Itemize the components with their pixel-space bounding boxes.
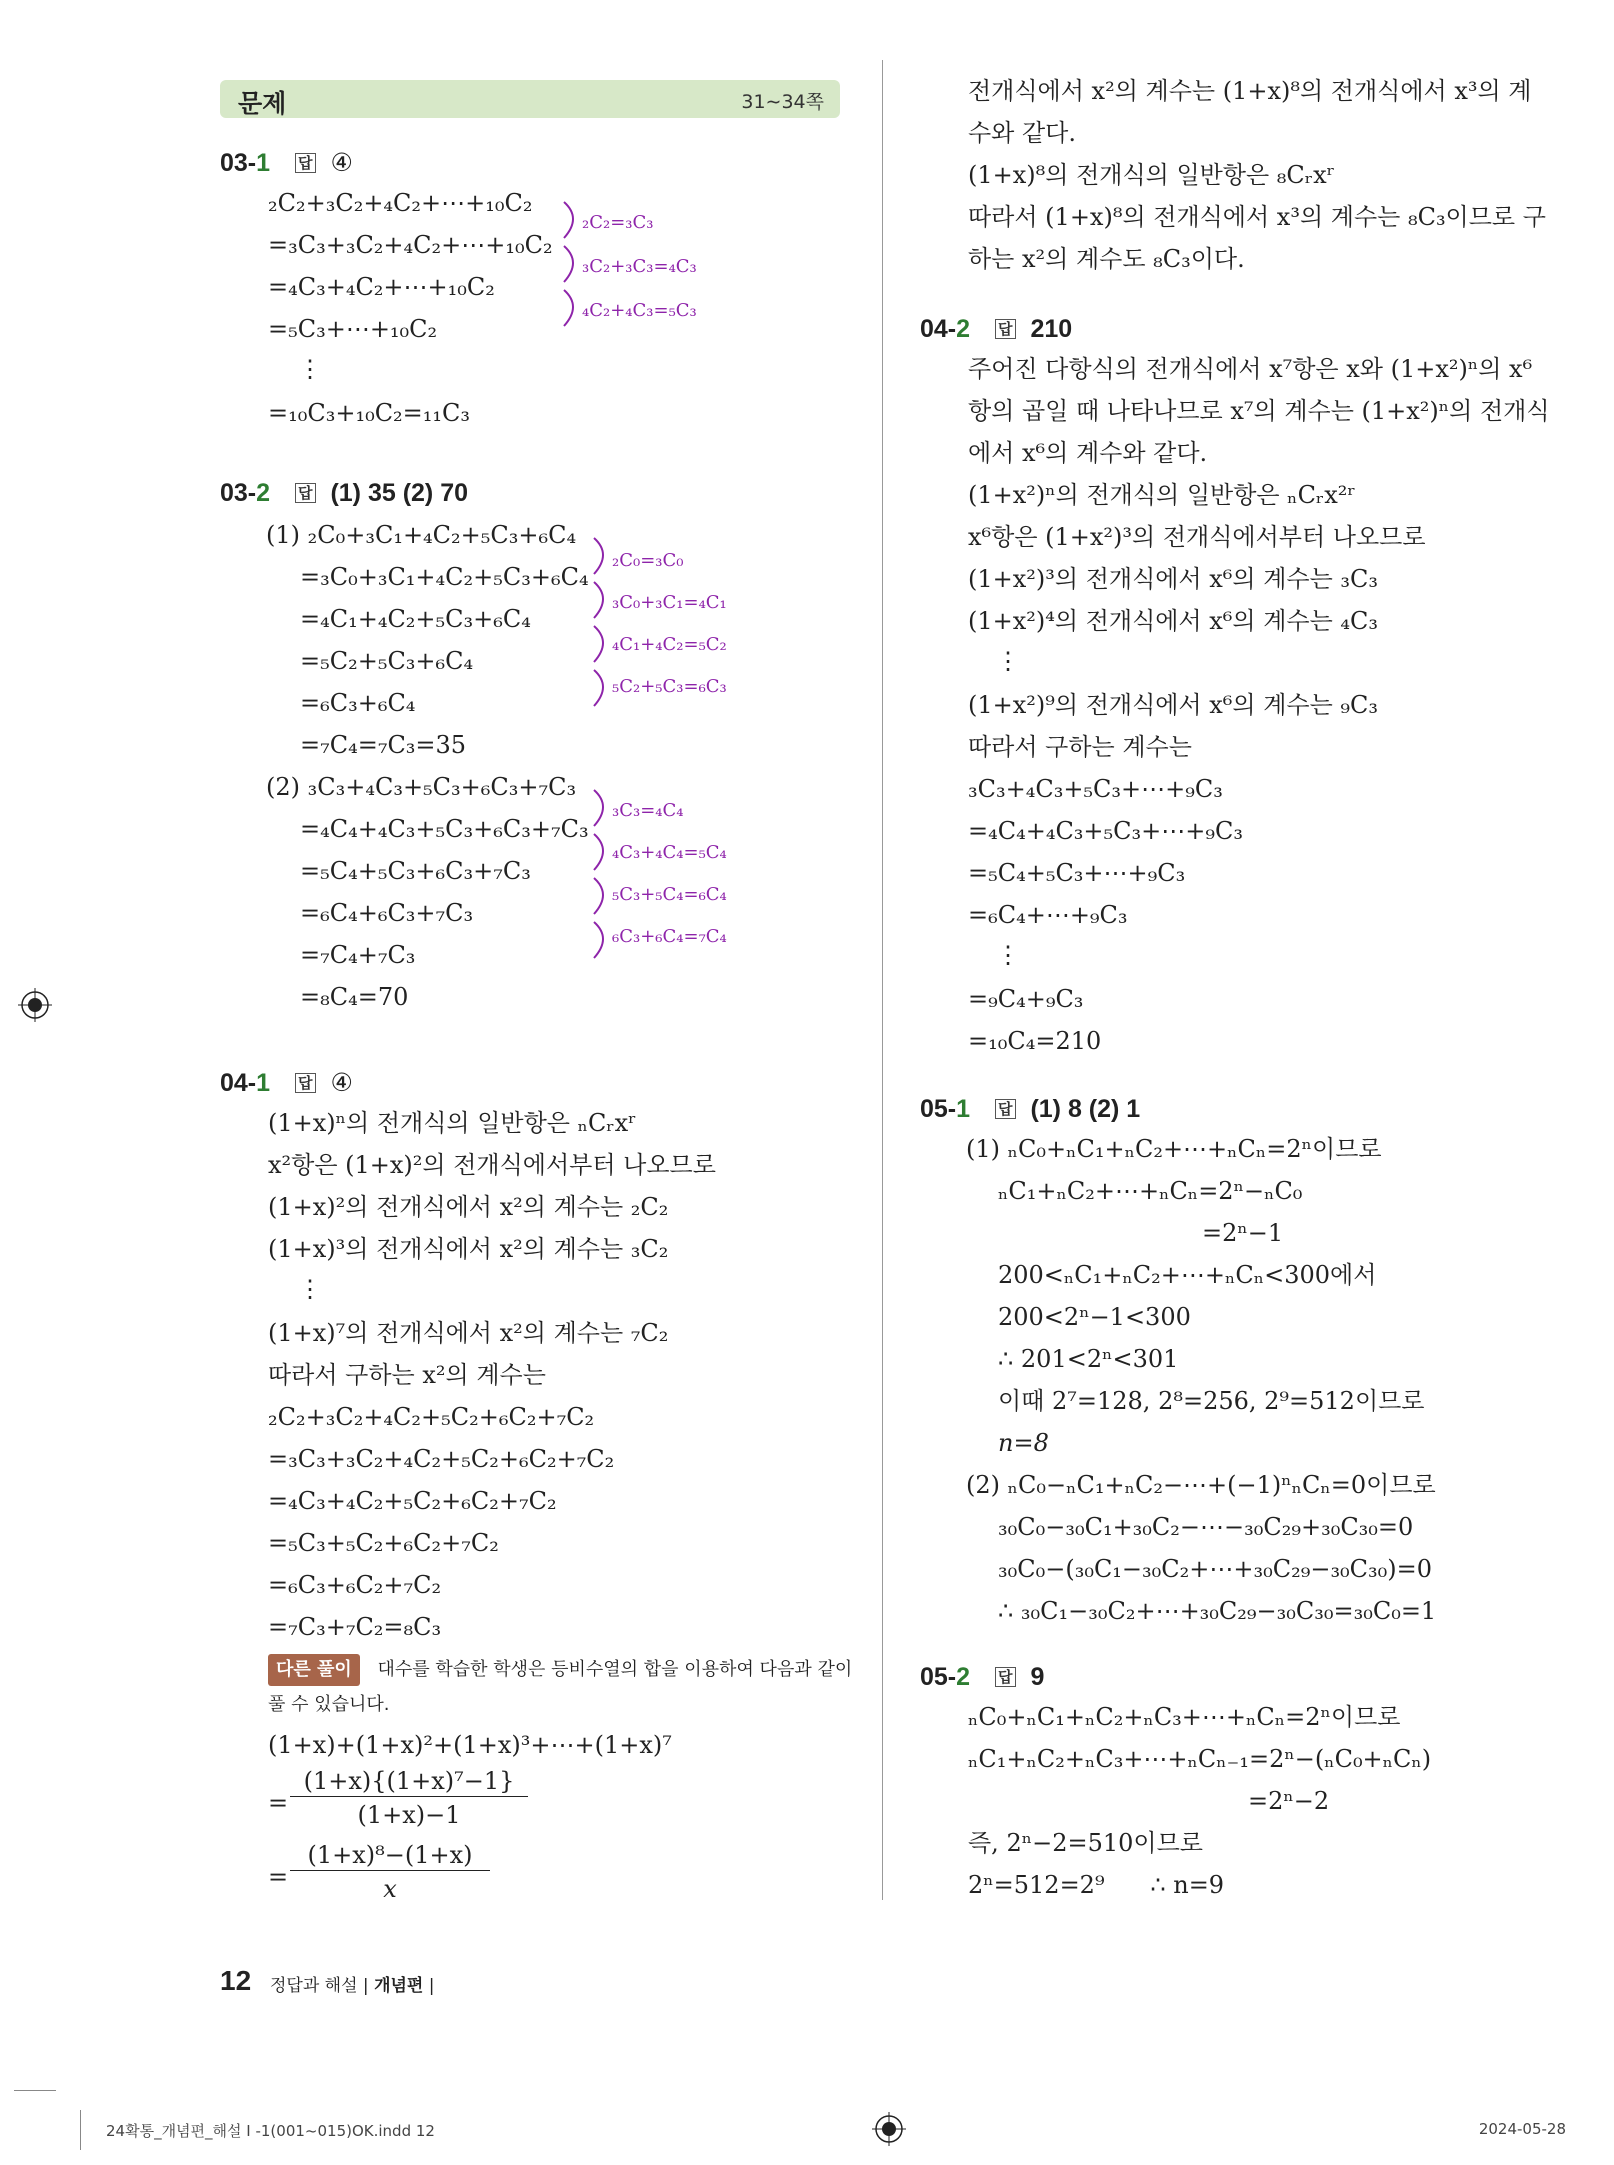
math-line: =₁₀C₄=210 xyxy=(968,1027,1102,1055)
math-line: =2ⁿ−2 xyxy=(1248,1787,1330,1815)
answer-tag: 답 xyxy=(295,1073,316,1093)
alt-solution-text: 대수를 학습한 학생은 등비수열의 합을 이용하여 다음과 같이 xyxy=(377,1659,853,1680)
math-line: 2ⁿ=512=2⁹ ∴ n=9 xyxy=(968,1871,1225,1899)
math-line: =₅C₄+₅C₃+₆C₃+₇C₃ xyxy=(300,857,531,885)
math-line: ₙC₁+ₙC₂+ₙC₃+⋯+ₙCₙ₋₁=2ⁿ−(ₙC₀+ₙCₙ) xyxy=(968,1745,1432,1773)
math-line: =₆C₄+₆C₃+₇C₃ xyxy=(300,899,474,927)
math-line: (2) ₙC₀−ₙC₁+ₙC₂−⋯+(−1)ⁿₙCₙ=0이므로 xyxy=(966,1471,1436,1499)
math-line: n=8 xyxy=(998,1429,1049,1457)
math-line: =₅C₃+⋯+₁₀C₂ xyxy=(268,315,438,343)
section-header xyxy=(220,80,840,118)
alt-solution-tag: 다른 풀이 xyxy=(268,1654,360,1686)
brace-arrows xyxy=(590,788,614,964)
text-line: (1+x)⁷의 전개식에서 x²의 계수는 ₇C₂ xyxy=(268,1319,669,1347)
math-line: ₙC₁+ₙC₂+⋯+ₙCₙ=2ⁿ−ₙC₀ xyxy=(998,1177,1303,1205)
math-line: ₃C₃+₄C₃+₅C₃+⋯+₉C₃ xyxy=(968,775,1223,803)
answer-value: (1) 35 (2) 70 xyxy=(330,479,469,507)
math-line: =₇C₄=₇C₃=35 xyxy=(300,731,467,759)
answer-tag: 답 xyxy=(995,1667,1016,1687)
math-line: ₂C₂+₃C₂+₄C₂+₅C₂+₆C₂+₇C₂ xyxy=(268,1403,595,1431)
math-line: =₁₀C₃+₁₀C₂=₁₁C₃ xyxy=(268,399,471,427)
file-slug: 24확통_개념편_해설 I -1(001~015)OK.indd 12 xyxy=(106,2122,435,2140)
math-line: (2) ₃C₃+₄C₃+₅C₃+₆C₃+₇C₃ xyxy=(266,773,577,801)
math-line: =2ⁿ−1 xyxy=(1202,1219,1284,1247)
text-line: x²항은 (1+x)²의 전개식에서부터 나오므로 xyxy=(268,1151,716,1179)
text-line: 항의 곱일 때 나타나므로 x⁷의 계수는 (1+x²)ⁿ의 전개식 xyxy=(968,397,1550,425)
text-line: 따라서 (1+x)⁸의 전개식에서 x³의 계수는 ₈C₃이므로 구 xyxy=(968,203,1546,231)
annotation-note: ₂C₂=₃C₃ xyxy=(582,212,654,233)
brace-arrows xyxy=(590,536,614,712)
math-line: =₈C₄=70 xyxy=(300,983,409,1011)
answer-tag: 답 xyxy=(995,319,1016,339)
text-line: (1+x)³의 전개식에서 x²의 계수는 ₃C₂ xyxy=(268,1235,669,1263)
alt-solution-intro xyxy=(268,1652,852,1686)
fraction-denominator: (1+x)−1 xyxy=(357,1801,461,1829)
annotation-note: ₃C₃=₄C₄ xyxy=(612,800,684,821)
problem-id-05-2: 05-2 답 9 xyxy=(920,1663,1045,1691)
column-divider xyxy=(882,60,883,1900)
math-line: 이때 2⁷=128, 2⁸=256, 2⁹=512이므로 xyxy=(998,1387,1425,1415)
math-line: (1) ₂C₀+₃C₁+₄C₂+₅C₃+₆C₄ xyxy=(266,521,577,549)
math-line: ₃₀C₀−(₃₀C₁−₃₀C₂+⋯+₃₀C₂₉−₃₀C₃₀)=0 xyxy=(998,1555,1433,1583)
answer-value: (1) 8 (2) 1 xyxy=(1030,1095,1141,1123)
trim-mark xyxy=(14,2090,56,2091)
math-line: =₆C₄+⋯+₉C₃ xyxy=(968,901,1128,929)
problem-id-05-1: 05-1 답 (1) 8 (2) 1 xyxy=(920,1095,1141,1123)
annotation-note: ₆C₃+₆C₄=₇C₄ xyxy=(612,926,727,947)
math-line: =₅C₄+₅C₃+⋯+₉C₃ xyxy=(968,859,1186,887)
answer-tag: 답 xyxy=(295,153,316,173)
annotation-note: ₄C₁+₄C₂=₅C₂ xyxy=(612,634,727,655)
problem-id-04-2: 04-2 답 210 xyxy=(920,315,1073,343)
fraction-numerator: (1+x)⁸−(1+x) xyxy=(290,1840,490,1871)
math-line: ₂C₂+₃C₂+₄C₂+⋯+₁₀C₂ xyxy=(268,189,533,217)
math-line: =₃C₀+₃C₁+₄C₂+₅C₃+₆C₄ xyxy=(300,563,589,591)
math-line: (1+x)+(1+x)²+(1+x)³+⋯+(1+x)⁷ xyxy=(268,1731,672,1759)
problem-id-03-2: 03-2 답 (1) 35 (2) 70 xyxy=(220,479,469,507)
vertical-ellipsis: ⋮ xyxy=(298,355,322,383)
problem-id-03-1: 03-1 답 ④ xyxy=(220,149,353,177)
answer-tag: 답 xyxy=(295,483,316,503)
footer-caption: 정답과 해설 | 개념편 | xyxy=(270,1976,435,1996)
math-line: =₆C₃+₆C₂+₇C₂ xyxy=(268,1571,442,1599)
page-number: 12 xyxy=(220,1965,252,1996)
vertical-ellipsis: ⋮ xyxy=(996,941,1020,969)
registration-mark-icon xyxy=(18,988,52,1022)
registration-mark-icon xyxy=(872,2112,906,2146)
date-slug: 2024-05-28 xyxy=(1478,2120,1566,2138)
math-line: ∴ 201<2ⁿ<301 xyxy=(998,1345,1179,1373)
text-line: 따라서 구하는 계수는 xyxy=(968,733,1192,761)
text-line: 하는 x²의 계수도 ₈C₃이다. xyxy=(968,245,1245,273)
vertical-ellipsis: ⋮ xyxy=(996,647,1020,675)
math-line: =₅C₂+₅C₃+₆C₄ xyxy=(300,647,474,675)
section-title: 문제 xyxy=(238,89,287,118)
alt-solution-text: 풀 수 있습니다. xyxy=(268,1694,390,1715)
answer-value: ④ xyxy=(330,149,353,177)
brace-arrows xyxy=(560,200,584,330)
text-line: 주어진 다항식의 전개식에서 x⁷항은 x와 (1+x²)ⁿ의 x⁶ xyxy=(968,355,1533,383)
math-line: =₇C₄+₇C₃ xyxy=(300,941,416,969)
trim-mark xyxy=(80,2110,81,2150)
annotation-note: ₄C₂+₄C₃=₅C₃ xyxy=(582,300,697,321)
math-line: =₄C₄+₄C₃+₅C₃+⋯+₉C₃ xyxy=(968,817,1243,845)
vertical-ellipsis: ⋮ xyxy=(298,1275,322,1303)
text-line: 수와 같다. xyxy=(968,119,1076,147)
math-line: (1) ₙC₀+ₙC₁+ₙC₂+⋯+ₙCₙ=2ⁿ이므로 xyxy=(966,1135,1382,1163)
text-line: (1+x²)⁹의 전개식에서 x⁶의 계수는 ₉C₃ xyxy=(968,691,1378,719)
text-line: (1+x²)³의 전개식에서 x⁶의 계수는 ₃C₃ xyxy=(968,565,1378,593)
math-line: =₇C₃+₇C₂=₈C₃ xyxy=(268,1613,442,1641)
math-line: =₅C₃+₅C₂+₆C₂+₇C₂ xyxy=(268,1529,499,1557)
math-line: =₃C₃+₃C₂+₄C₂+⋯+₁₀C₂ xyxy=(268,231,553,259)
answer-tag: 답 xyxy=(995,1099,1016,1119)
fraction-numerator: (1+x){(1+x)⁷−1} xyxy=(290,1766,528,1797)
equals-sign: = xyxy=(268,1789,289,1817)
math-line: 즉, 2ⁿ−2=510이므로 xyxy=(968,1829,1203,1857)
math-line: =₉C₄+₉C₃ xyxy=(968,985,1084,1013)
annotation-note: ₅C₃+₅C₄=₆C₄ xyxy=(612,884,727,905)
math-line: 200<ₙC₁+ₙC₂+⋯+ₙCₙ<300에서 xyxy=(998,1261,1377,1289)
text-line: 에서 x⁶의 계수와 같다. xyxy=(968,439,1208,467)
text-line: 따라서 구하는 x²의 계수는 xyxy=(268,1361,546,1389)
math-line: ₙC₀+ₙC₁+ₙC₂+ₙC₃+⋯+ₙCₙ=2ⁿ이므로 xyxy=(968,1703,1401,1731)
math-line: =₄C₄+₄C₃+₅C₃+₆C₃+₇C₃ xyxy=(300,815,589,843)
math-line: ₃₀C₀−₃₀C₁+₃₀C₂−⋯−₃₀C₂₉+₃₀C₃₀=0 xyxy=(998,1513,1414,1541)
math-line: ∴ ₃₀C₁−₃₀C₂+⋯+₃₀C₂₉−₃₀C₃₀=₃₀C₀=1 xyxy=(998,1597,1437,1625)
answer-value: ④ xyxy=(330,1069,353,1097)
annotation-note: ₅C₂+₅C₃=₆C₃ xyxy=(612,676,727,697)
text-line: (1+x)²의 전개식에서 x²의 계수는 ₂C₂ xyxy=(268,1193,669,1221)
math-line: =₄C₃+₄C₂+⋯+₁₀C₂ xyxy=(268,273,495,301)
math-line: =₄C₃+₄C₂+₅C₂+₆C₂+₇C₂ xyxy=(268,1487,557,1515)
text-line: (1+x²)⁴의 전개식에서 x⁶의 계수는 ₄C₃ xyxy=(968,607,1378,635)
equals-sign: = xyxy=(268,1863,289,1891)
text-line: 전개식에서 x²의 계수는 (1+x)⁸의 전개식에서 x³의 계 xyxy=(968,77,1532,105)
math-line: 200<2ⁿ−1<300 xyxy=(998,1303,1191,1331)
text-line: (1+x²)ⁿ의 전개식의 일반항은 ₙCᵣx²ʳ xyxy=(968,481,1356,509)
annotation-note: ₂C₀=₃C₀ xyxy=(612,550,684,571)
math-line: =₃C₃+₃C₂+₄C₂+₅C₂+₆C₂+₇C₂ xyxy=(268,1445,615,1473)
annotation-note: ₃C₂+₃C₃=₄C₃ xyxy=(582,256,697,277)
answer-value: 210 xyxy=(1030,315,1073,343)
text-line: (1+x)ⁿ의 전개식의 일반항은 ₙCᵣxʳ xyxy=(268,1109,637,1137)
answer-value: 9 xyxy=(1030,1663,1045,1691)
fraction-denominator: x xyxy=(383,1875,397,1903)
annotation-note: ₄C₃+₄C₄=₅C₄ xyxy=(612,842,727,863)
math-line: =₆C₃+₆C₄ xyxy=(300,689,416,717)
problem-id-04-1: 04-1 답 ④ xyxy=(220,1069,353,1097)
annotation-note: ₃C₀+₃C₁=₄C₁ xyxy=(612,592,727,613)
page-range: 31∼34쪽 xyxy=(741,91,824,113)
text-line: x⁶항은 (1+x²)³의 전개식에서부터 나오므로 xyxy=(968,523,1426,551)
text-line: (1+x)⁸의 전개식의 일반항은 ₈Cᵣxʳ xyxy=(968,161,1335,189)
math-line: =₄C₁+₄C₂+₅C₃+₆C₄ xyxy=(300,605,531,633)
